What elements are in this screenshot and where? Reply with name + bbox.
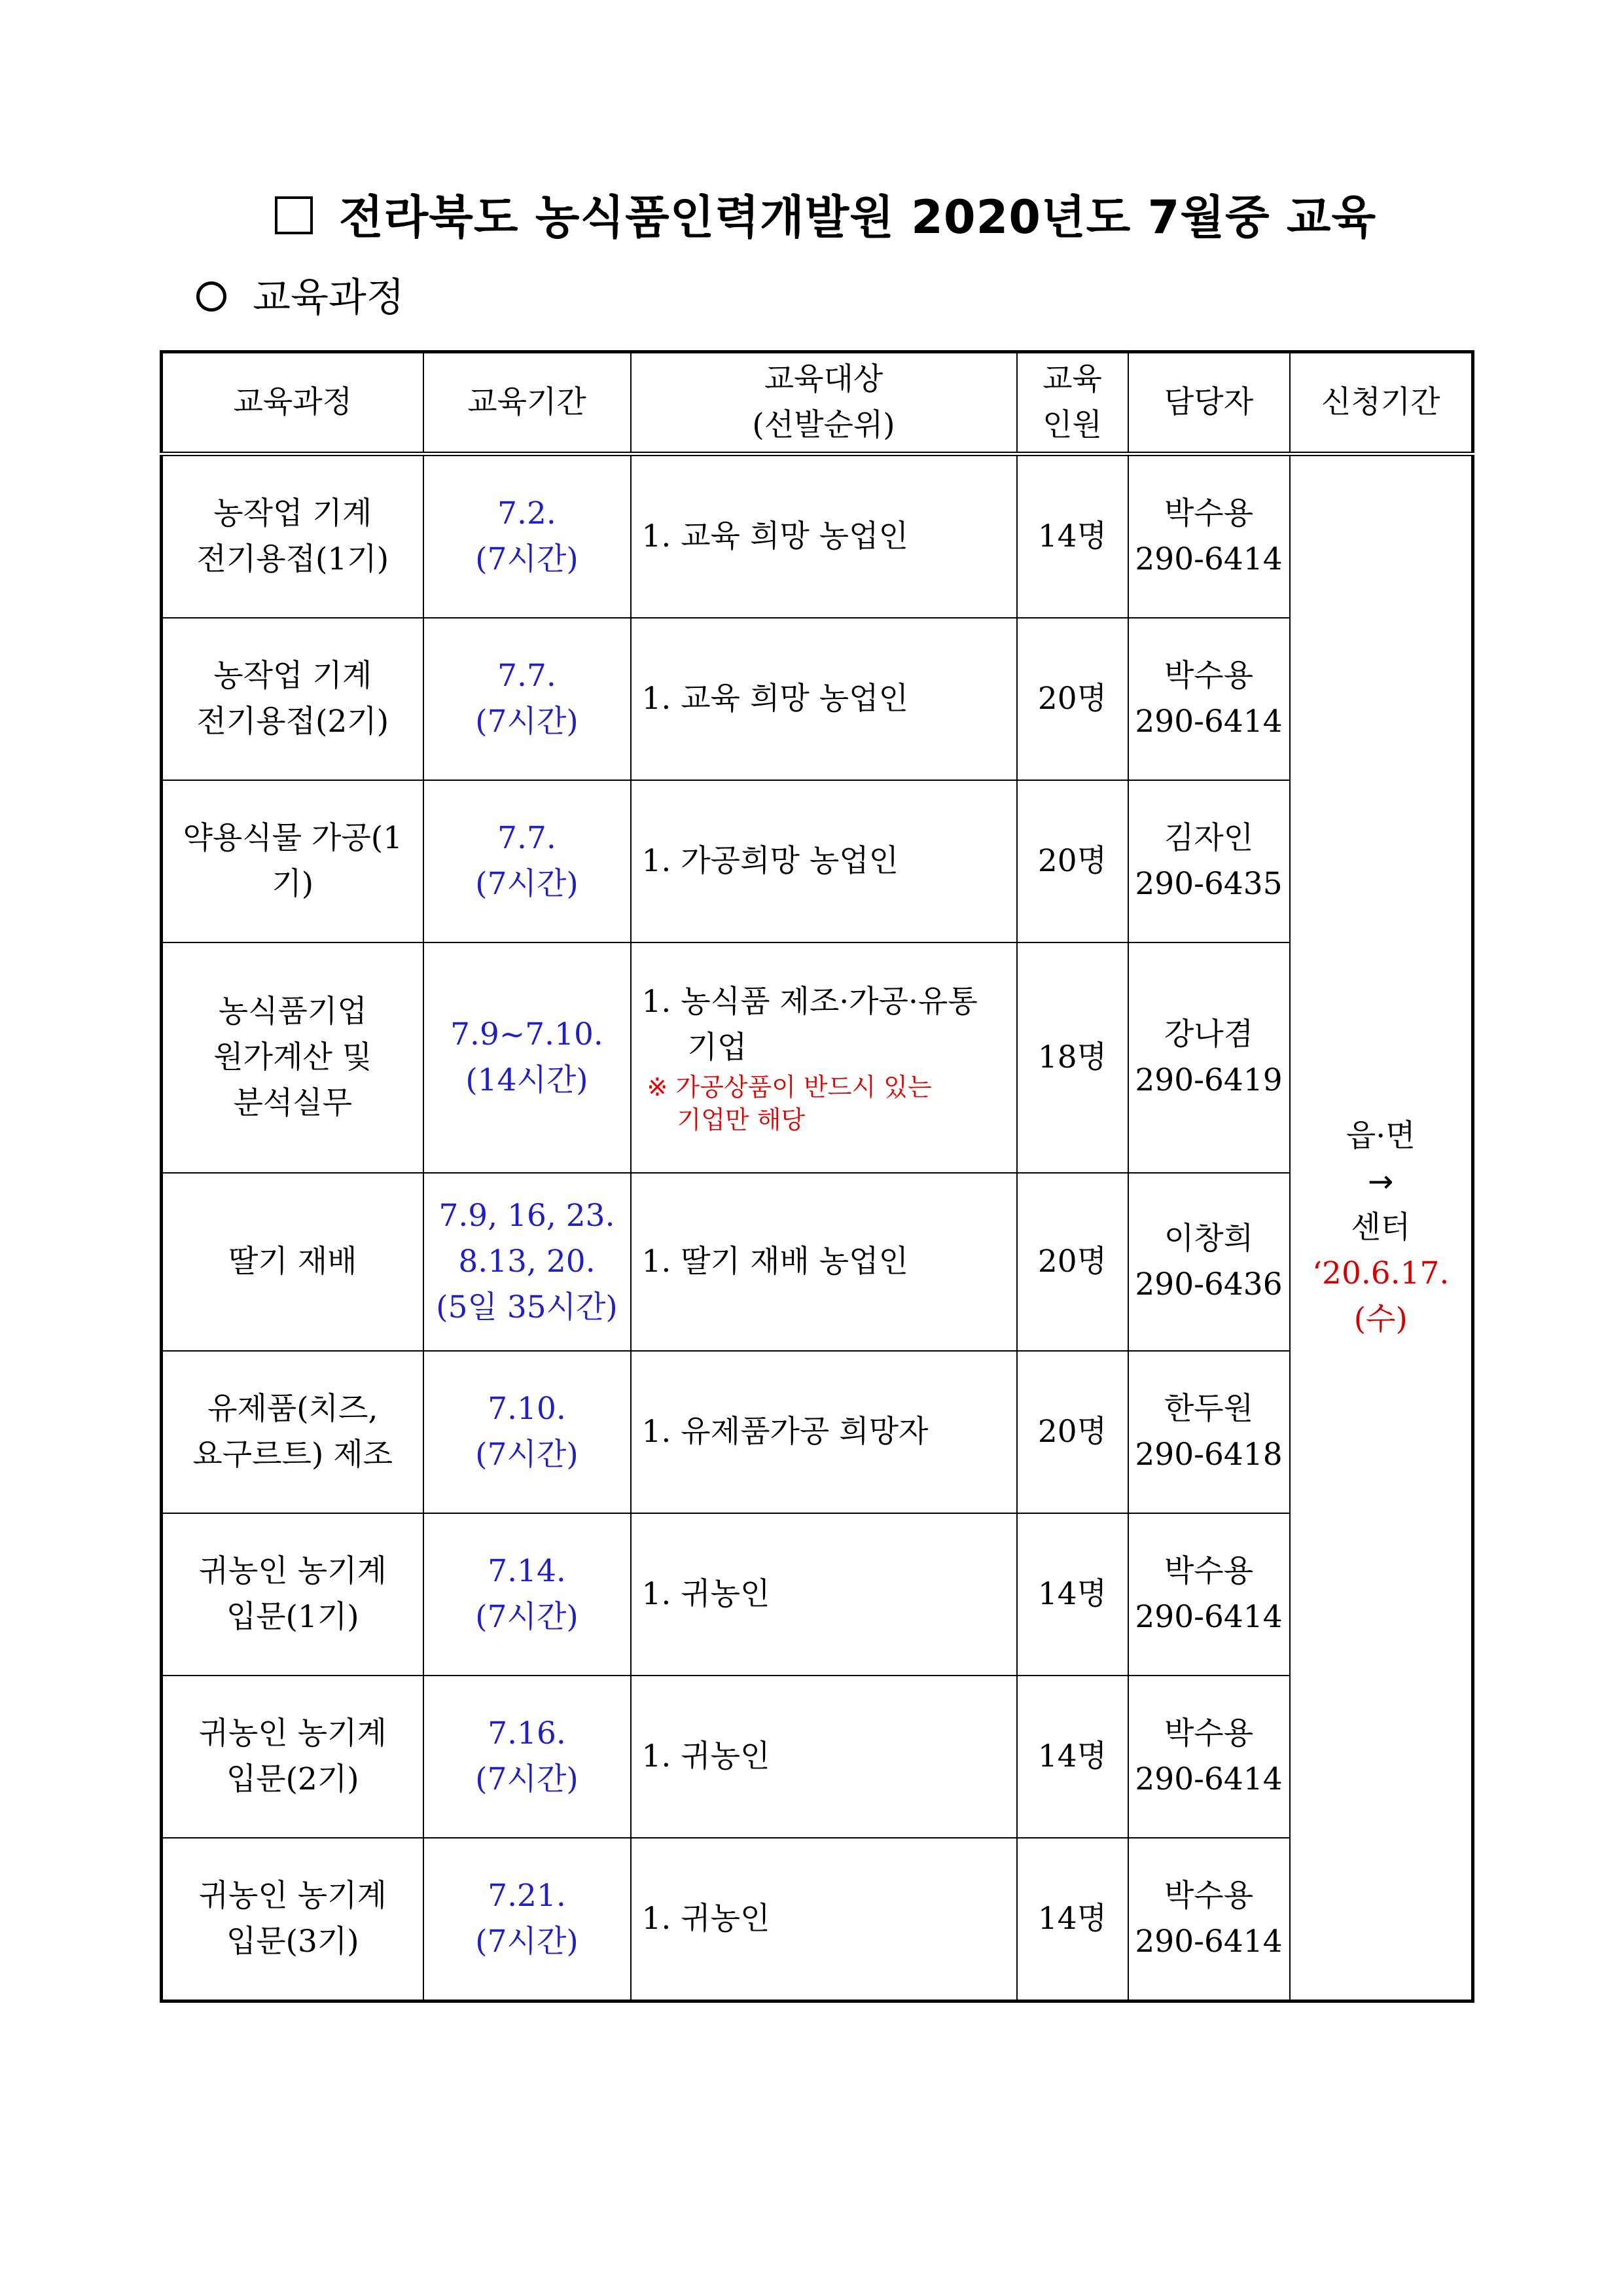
cell-manager: 김자인 290-6435: [1128, 780, 1290, 942]
cell-period: 7.16. (7시간): [423, 1676, 631, 1838]
cell-count: 20명: [1017, 1173, 1128, 1351]
cell-target: 1. 농식품 제조·가공·유통 기업 ※ 가공상품이 반드시 있는 기업만 해당: [631, 942, 1017, 1173]
square-bullet-icon: [275, 196, 313, 234]
cell-period: 7.21. (7시간): [423, 1838, 631, 2001]
note-text: ※ 가공상품이 반드시 있는: [647, 1073, 932, 1102]
cell-course: 유제품(치즈, 요구르트) 제조: [162, 1351, 423, 1513]
cell-apply-period: [1290, 454, 1473, 2001]
cell-manager: 박수용 290-6414: [1128, 454, 1290, 619]
circle-bullet-icon: [196, 281, 226, 312]
cell-target: 1. 딸기 재배 농업인: [631, 1173, 1017, 1351]
cell-period: 7.9, 16, 23. 8.13, 20. (5일 35시간): [423, 1173, 631, 1351]
header-target: 교육대상 (선발순위): [631, 352, 1017, 454]
cell-course: 딸기 재배: [162, 1173, 423, 1351]
cell-course: 농작업 기계 전기용접(2기): [162, 618, 423, 780]
cell-period: 7.10. (7시간): [423, 1351, 631, 1513]
table-row: [162, 454, 1473, 619]
apply-day: (수): [1353, 1301, 1408, 1337]
cell-manager: 한두원 290-6418: [1128, 1351, 1290, 1513]
cell-target: 1. 귀농인: [631, 1676, 1017, 1838]
cell-count: 18명: [1017, 942, 1128, 1173]
table-header-row: [162, 352, 1473, 454]
cell-target: 1. 교육 희망 농업인: [631, 618, 1017, 780]
cell-count: 14명: [1017, 1513, 1128, 1676]
arrow-icon: →: [1368, 1164, 1394, 1200]
section-heading: [196, 268, 404, 327]
cell-course: 농작업 기계 전기용접(1기): [162, 454, 423, 619]
cell-target: 1. 유제품가공 희망자: [631, 1351, 1017, 1513]
table-row: [162, 618, 1473, 780]
cell-manager: 박수용 290-6414: [1128, 1676, 1290, 1838]
table-row: [162, 942, 1473, 1173]
cell-course: 농식품기업 원가계산 및 분석실무: [162, 942, 423, 1173]
subtitle-text: 교육과정: [253, 275, 404, 321]
title-text: 전라북도 농식품인력개발원 2020년도 7월중 교육: [339, 190, 1377, 244]
note-text: 기업만 해당: [677, 1105, 806, 1134]
cell-count: 20명: [1017, 1351, 1128, 1513]
header-course: 교육과정: [162, 352, 423, 454]
cell-target: 1. 가공희망 농업인: [631, 780, 1017, 942]
cell-target: 1. 교육 희망 농업인: [631, 454, 1017, 619]
cell-count: 14명: [1017, 454, 1128, 619]
cell-manager: 박수용 290-6414: [1128, 1513, 1290, 1676]
table-row: [162, 1838, 1473, 2001]
cell-target: 1. 귀농인: [631, 1513, 1017, 1676]
cell-period: 7.14. (7시간): [423, 1513, 631, 1676]
cell-manager: 강나겸 290-6419: [1128, 942, 1290, 1173]
cell-course: 귀농인 농기계 입문(3기): [162, 1838, 423, 2001]
cell-course: 귀농인 농기계 입문(1기): [162, 1513, 423, 1676]
header-apply: 신청기간: [1290, 352, 1473, 454]
apply-date: ‘20.6.17.: [1312, 1255, 1450, 1291]
cell-period: 7.7. (7시간): [423, 618, 631, 780]
table-row: [162, 1351, 1473, 1513]
cell-count: 20명: [1017, 780, 1128, 942]
cell-manager: 박수용 290-6414: [1128, 1838, 1290, 2001]
cell-manager: 이창희 290-6436: [1128, 1173, 1290, 1351]
cell-target: 1. 귀농인: [631, 1838, 1017, 2001]
cell-course: 귀농인 농기계 입문(2기): [162, 1676, 423, 1838]
cell-course: 약용식물 가공(1기): [162, 780, 423, 942]
table-row: [162, 1676, 1473, 1838]
apply-line2: 센터: [1351, 1210, 1411, 1246]
table-row: [162, 1173, 1473, 1351]
document-title: [275, 185, 1387, 250]
education-schedule-table: [160, 350, 1474, 2003]
cell-count: 14명: [1017, 1838, 1128, 2001]
header-count: 교육 인원: [1017, 352, 1128, 454]
header-period: 교육기간: [423, 352, 631, 454]
cell-count: 14명: [1017, 1676, 1128, 1838]
cell-count: 20명: [1017, 618, 1128, 780]
cell-period: 7.9~7.10. (14시간): [423, 942, 631, 1173]
header-manager: 담당자: [1128, 352, 1290, 454]
table-row: [162, 780, 1473, 942]
cell-period: 7.2. (7시간): [423, 454, 631, 619]
cell-manager: 박수용 290-6414: [1128, 618, 1290, 780]
table-row: [162, 1513, 1473, 1676]
apply-line1: 읍·면: [1346, 1118, 1416, 1154]
cell-period: 7.7. (7시간): [423, 780, 631, 942]
